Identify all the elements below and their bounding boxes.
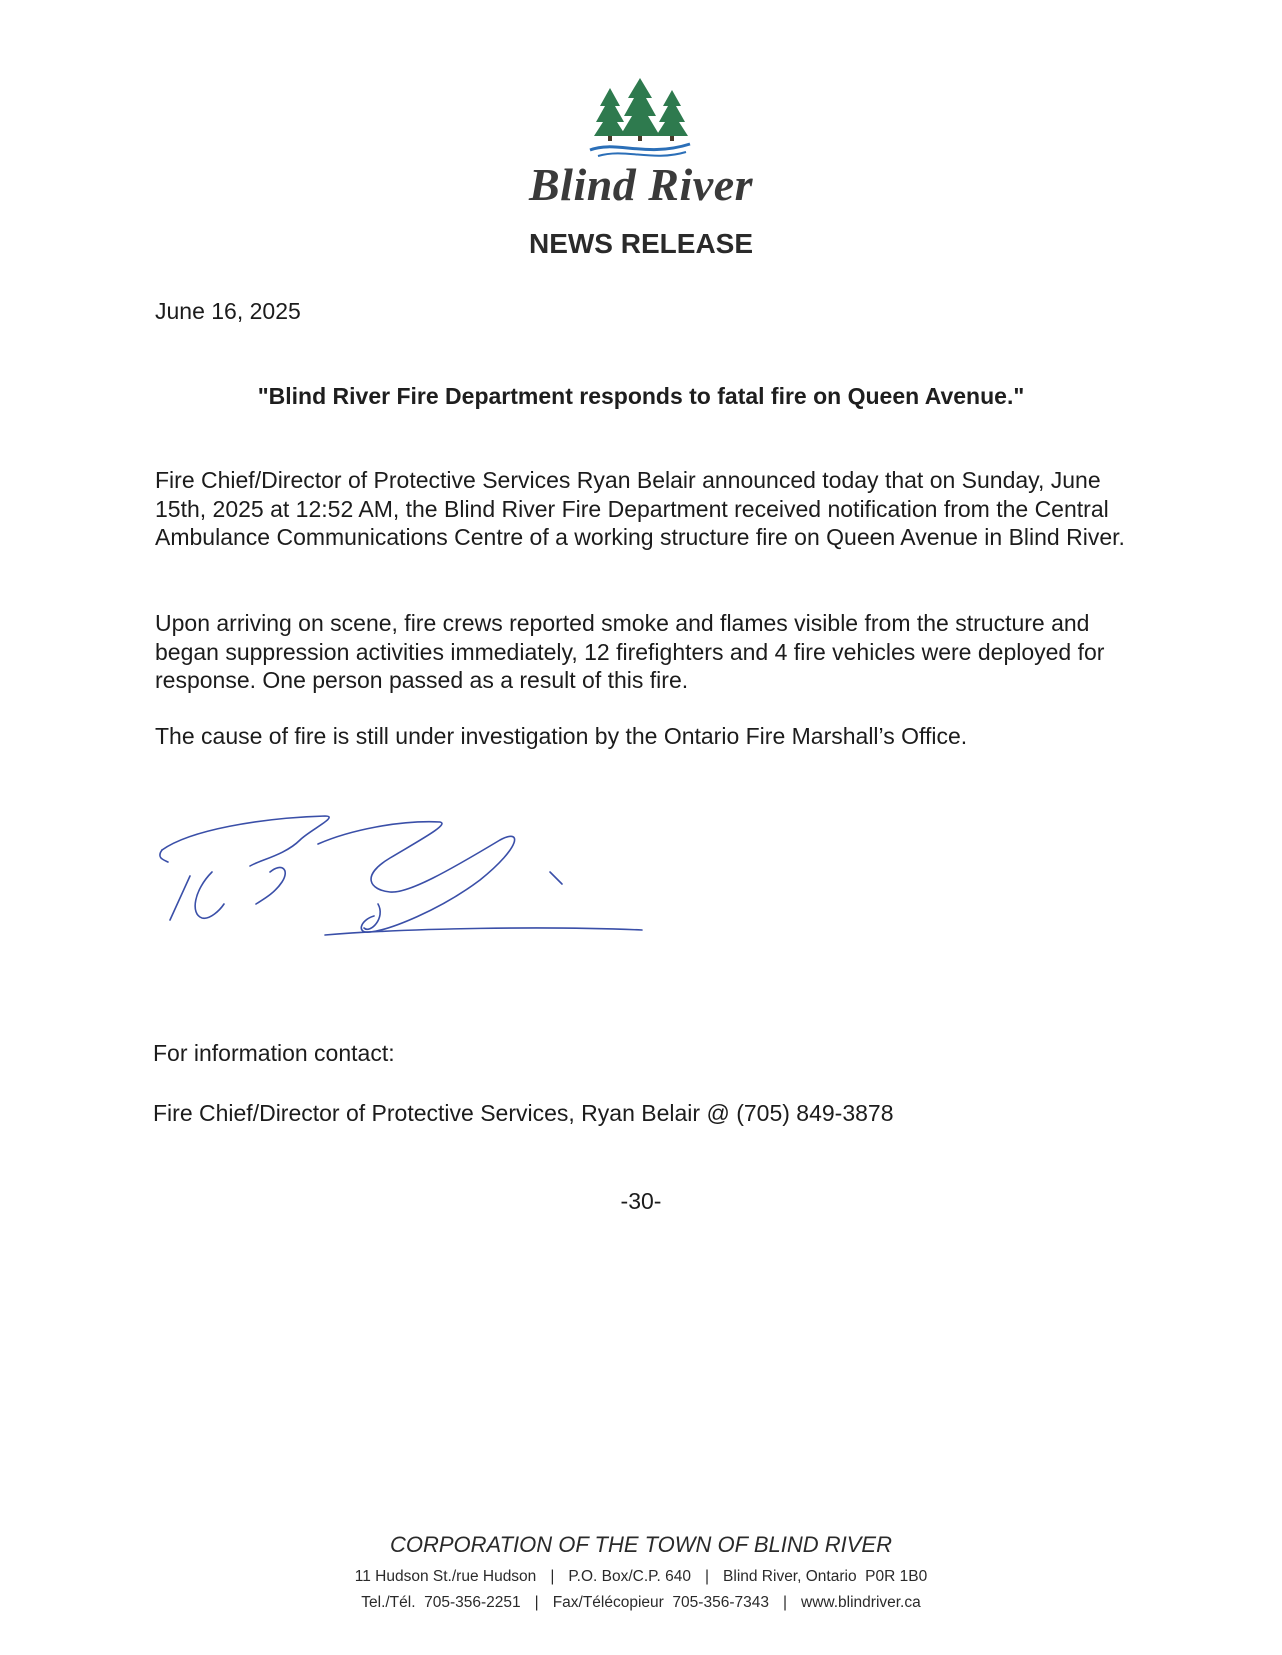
body-paragraph: Fire Chief/Director of Protective Services Ryan Belair announced today that on Sunday, June 15th, 2025 at 12:52 AM, the Blind River Fire Department received notification from the Central Ambulance Communications Centre of a working structure fire on Queen Avenue in Blind River. (155, 467, 1125, 550)
body-paragraph: Upon arriving on scene, fire crews reported smoke and flames visible from the structure and began suppression activities immediately, 12 firefighters and 4 fire vehicles were deployed for response. One person passed as a result of this fire. (155, 610, 1105, 693)
footer-po-box: P.O. Box/C.P. 640 (568, 1568, 691, 1585)
end-mark: -30- (620, 1188, 662, 1214)
town-logo (0, 78, 1282, 162)
footer-contact-line: Tel./Tél. 705-356-2251 | Fax/Télécopieur 705-356-7343 | www.blindriver.ca (361, 1594, 921, 1611)
handwritten-signature (150, 800, 690, 975)
release-date: June 16, 2025 (155, 298, 301, 324)
signature-icon (150, 800, 690, 970)
body-paragraph: The cause of fire is still under investigation by the Ontario Fire Marshall’s Office. (155, 723, 968, 749)
footer-fax: Fax/Télécopieur 705-356-7343 (552, 1594, 769, 1611)
town-wordmark: Blind River (528, 159, 754, 210)
document-type-heading: NEWS RELEASE (528, 228, 754, 259)
footer-address-line: 11 Hudson St./rue Hudson | P.O. Box/C.P. 640 | Blind River, Ontario P0R 1B0 (354, 1568, 928, 1585)
footer-tel: Tel./Tél. 705-356-2251 (361, 1594, 521, 1611)
contact-details: Fire Chief/Director of Protective Services, Ryan Belair @ (705) 849-3878 (153, 1100, 894, 1126)
footer-street: 11 Hudson St./rue Hudson (354, 1568, 537, 1585)
footer-city: Blind River, Ontario P0R 1B0 (723, 1568, 928, 1585)
contact-label: For information contact: (153, 1040, 395, 1066)
pine-trees-icon (586, 78, 696, 162)
release-headline: "Blind River Fire Department responds to fatal fire on Queen Avenue." (257, 383, 1025, 409)
footer-organization: CORPORATION OF THE TOWN OF BLIND RIVER (390, 1532, 892, 1557)
footer-website[interactable]: www.blindriver.ca (801, 1594, 921, 1611)
